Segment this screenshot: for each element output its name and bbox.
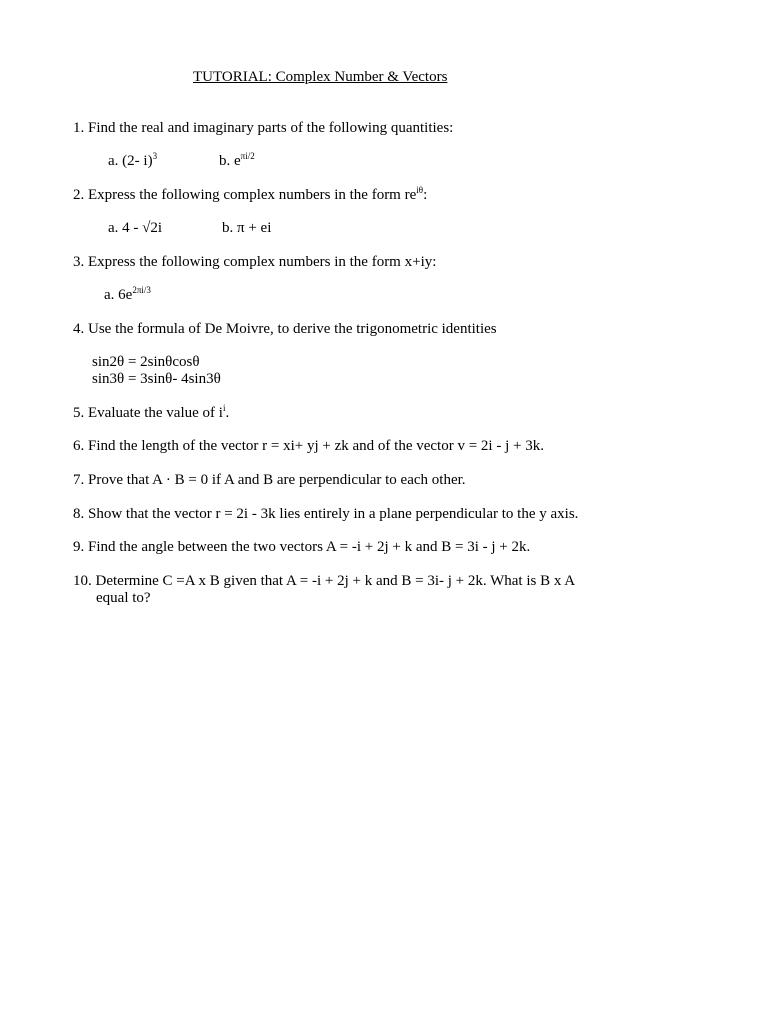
question-1-part-a-base: a. (2- i) xyxy=(108,153,153,169)
question-3-part-a-exponent: 2πi/3 xyxy=(132,285,151,295)
question-4: 4. Use the formula of De Moivre, to derive the trigonometric identities xyxy=(73,321,497,337)
question-2-part-b: b. π + ei xyxy=(222,220,272,236)
question-1: 1. Find the real and imaginary parts of the following quantities: xyxy=(73,120,454,136)
question-8: 8. Show that the vector r = 2i - 3k lies entirely in a plane perpendicular to the y axis. xyxy=(73,506,579,522)
question-10-line-1: 10. Determine C =A x B given that A = -i + 2j + k and B = 3i- j + 2k. What is B x A xyxy=(73,573,576,589)
question-1-part-a-exponent: 3 xyxy=(152,151,158,161)
question-3-part-a-base: a. 6e xyxy=(104,287,133,303)
question-3: 3. Express the following complex numbers in the form x+iy: xyxy=(73,254,437,270)
question-4-identity-2: sin3θ = 3sinθ- 4sin3θ xyxy=(92,371,221,387)
question-9: 9. Find the angle between the two vectors A = -i + 2j + k and B = 3i - j + 2k. xyxy=(73,539,531,555)
question-2-text: 2. Express the following complex numbers in the form re xyxy=(73,187,417,203)
question-5-text: 5. Evaluate the value of i xyxy=(73,405,223,421)
question-7: 7. Prove that A · B = 0 if A and B are perpendicular to each other. xyxy=(73,472,466,488)
question-6: 6. Find the length of the vector r = xi+ yj + zk and of the vector v = 2i - j + 3k. xyxy=(73,438,544,454)
question-2-exponent: iθ xyxy=(416,185,424,195)
question-5-exponent: i xyxy=(222,403,226,413)
question-2-part-a: a. 4 - √2i xyxy=(108,220,163,236)
question-4-identity-1: sin2θ = 2sinθcosθ xyxy=(92,354,200,370)
question-5-period: . xyxy=(225,405,230,421)
question-3-part-a xyxy=(104,287,151,304)
question-1-part-b-base: b. e xyxy=(219,153,241,169)
question-10-line-2: equal to? xyxy=(96,590,151,606)
question-1-part-a xyxy=(108,153,157,170)
question-5 xyxy=(73,405,229,422)
question-1-part-b xyxy=(219,153,255,170)
question-2 xyxy=(73,187,427,204)
question-2-colon: : xyxy=(423,187,428,203)
page-title: TUTORIAL: Complex Number & Vectors xyxy=(193,69,448,85)
question-1-part-b-exponent: πi/2 xyxy=(240,151,255,161)
